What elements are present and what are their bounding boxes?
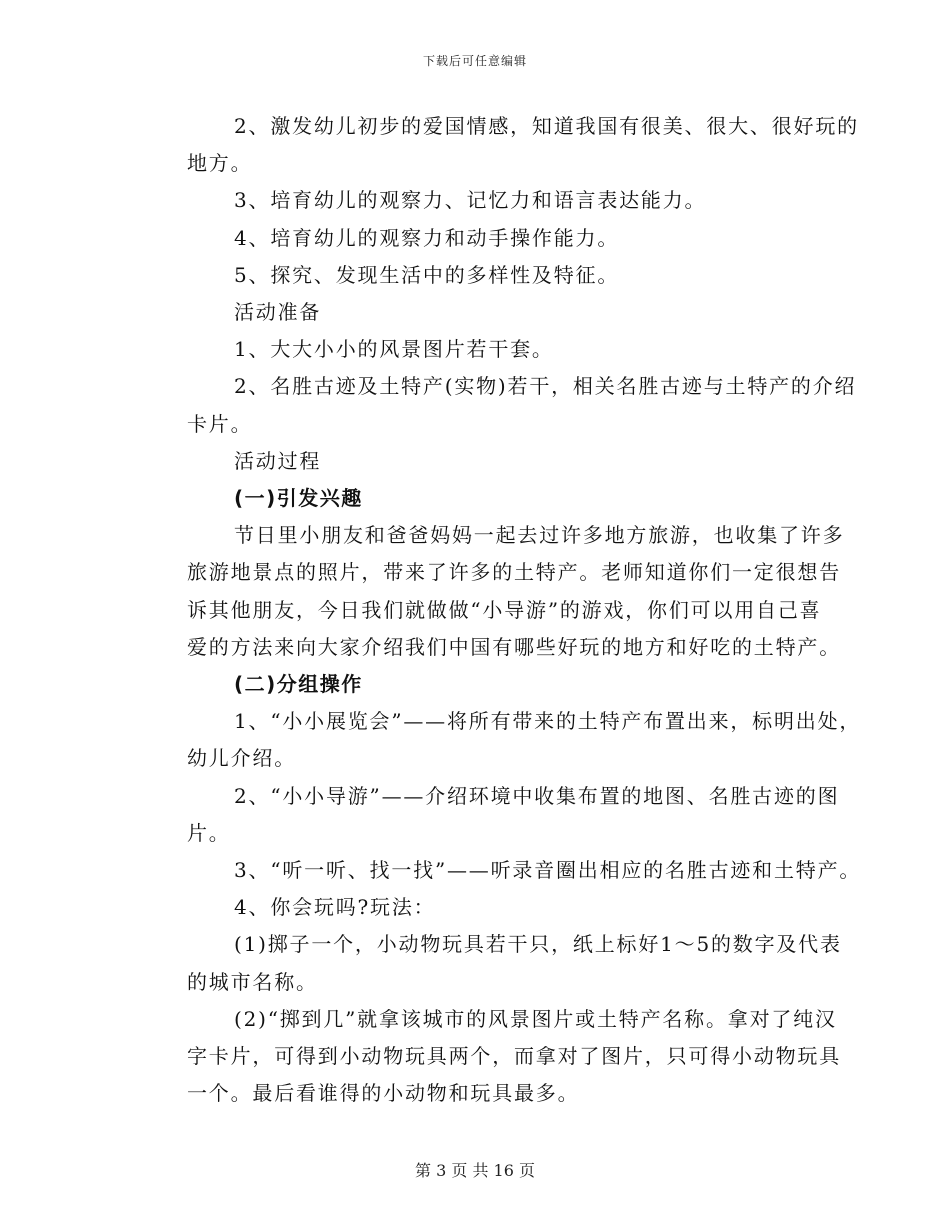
text-line: 节日里小朋友和爸爸妈妈一起去过许多地方旅游，也收集了许多 [234, 523, 845, 548]
text-line: 爱的方法来向大家介绍我们中国有哪些好玩的地方和好吃的土特产。 [187, 634, 841, 659]
text-line: 一个。最后看谁得的小动物和玩具最多。 [187, 1081, 580, 1106]
subsection-heading [140, 480, 820, 517]
text-line: 卡片。 [187, 411, 253, 436]
document-body [140, 108, 862, 1112]
text-line: (二)分组操作 [234, 672, 363, 697]
paragraph [140, 331, 820, 368]
text-line: (2)“掷到几”就拿该城市的风景图片或土特产名称。拿对了纯汉 [234, 1006, 837, 1031]
text-line: 活动准备 [234, 300, 322, 325]
text-line: 1、“小小展览会”——将所有带来的土特产布置出来，标明出处， [234, 709, 862, 734]
text-line: 3、培育幼儿的观察力、记忆力和语言表达能力。 [234, 188, 707, 213]
paragraph [140, 220, 820, 257]
page-number: 第 3 页 共 16 页 [415, 1161, 535, 1180]
text-line: 4、培育幼儿的观察力和动手操作能力。 [234, 225, 620, 250]
paragraph [140, 926, 842, 1000]
paragraph [140, 108, 859, 182]
section-label [140, 443, 820, 480]
text-line: 2、名胜古迹及土特产(实物)若干，相关名胜古迹与土特产的介绍 [234, 374, 857, 399]
section-label [140, 294, 820, 331]
paragraph [140, 889, 820, 926]
paragraph [140, 517, 845, 666]
text-line: 片。 [187, 820, 231, 845]
text-line: 旅游地景点的照片，带来了许多的土特产。老师知道你们一定很想告 [187, 560, 841, 585]
text-line: 4、你会玩吗?玩法： [234, 895, 436, 920]
paragraph [140, 778, 840, 852]
paragraph [140, 703, 862, 777]
text-line: 1、大大小小的风景图片若干套。 [234, 337, 554, 362]
paragraph [140, 1001, 841, 1113]
paragraph [140, 852, 862, 889]
subsection-heading [140, 666, 820, 703]
paragraph [140, 182, 820, 219]
text-line: (1)掷子一个，小动物玩具若干只，纸上标好1～5的数字及代表 [234, 932, 842, 957]
text-line: 幼儿介绍。 [187, 746, 296, 771]
page-header: 下载后可任意编辑 [422, 54, 527, 68]
paragraph [140, 368, 857, 442]
text-line: 字卡片，可得到小动物玩具两个，而拿对了图片，只可得小动物玩具 [187, 1044, 841, 1069]
text-line: 2、“小小导游”——介绍环境中收集布置的地图、名胜古迹的图 [234, 783, 840, 808]
text-line: 5、探究、发现生活中的多样性及特征。 [234, 262, 620, 287]
text-line: 3、“听一听、找一找”——听录音圈出相应的名胜古迹和土特产。 [234, 858, 862, 883]
text-line: (一)引发兴趣 [234, 486, 363, 511]
paragraph [140, 257, 820, 294]
text-line: 2、激发幼儿初步的爱国情感，知道我国有很美、很大、很好玩的 [234, 114, 859, 138]
text-line: 地方。 [187, 151, 253, 176]
text-line: 诉其他朋友，今日我们就做做“小导游”的游戏，你们可以用自己喜 [187, 597, 822, 622]
text-line: 活动过程 [234, 448, 322, 473]
text-line: 的城市名称。 [187, 969, 318, 994]
